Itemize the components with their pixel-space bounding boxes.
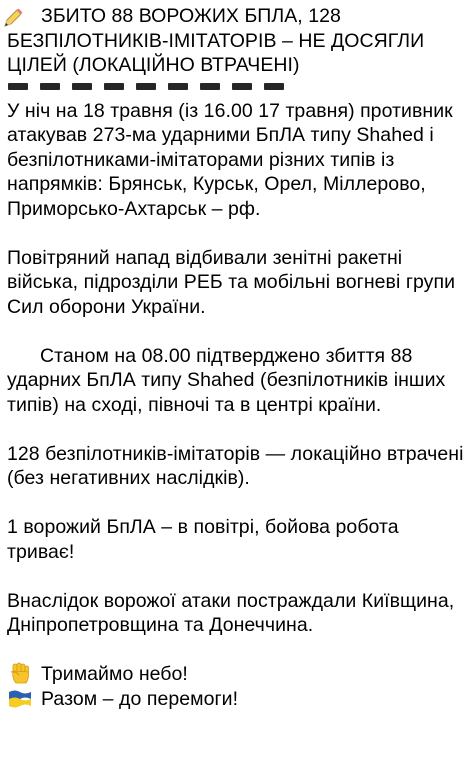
- paragraph-decoys-lost: 128 безпілотників-імітаторів — локаційно втрачені (без негативних наслідків).: [7, 442, 464, 489]
- paragraph-in-air: 1 ворожий БпЛА – в повітрі, бойова робота триває!: [7, 516, 399, 563]
- separator-dash: [168, 83, 188, 90]
- separator-dash: [40, 83, 60, 90]
- paragraph-affected-regions: Внаслідок ворожої атаки постраждали Київщина, Дніпропетровщина та Донеччина.: [7, 589, 455, 636]
- sign-off-text: Разом – до перемоги!: [41, 687, 239, 710]
- dash-separator: [7, 83, 465, 90]
- headline-text: ЗБИТО 88 ВОРОЖИХ БПЛА, 128 БЕЗПІЛОТНИКІВ-ІМІТАТОРІВ – НЕ ДОСЯГЛИ ЦІЛЕЙ (ЛОКАЦІЙНО ВТРАЧЕНІ): [7, 5, 425, 76]
- separator-dash: [72, 83, 92, 90]
- separator-dash: [200, 83, 220, 90]
- raised-fist-icon: [7, 662, 33, 686]
- sign-off-to-victory: [7, 687, 465, 712]
- paragraph-confirmed-kills-text: Станом на 08.00 підтверджено збиття 88 ударних БпЛА типу Shahed (безпілотників інших типів) на сході, півночі та в центрі країни.: [7, 344, 446, 416]
- separator-dash: [264, 83, 284, 90]
- paragraph-confirmed-kills: [7, 344, 465, 418]
- sign-off-text: Тримаймо небо!: [41, 663, 188, 685]
- separator-dash: [8, 83, 28, 90]
- separator-dash: [104, 83, 124, 90]
- paragraph-defense-forces: Повітряний напад відбивали зенітні ракетні війська, підрозділи РЕБ та мобільні вогневі групи Сил оборони України.: [7, 246, 456, 318]
- paragraph-attack-summary: У ніч на 18 травня (із 16.00 17 травня) противник атакував 273-ма ударними БпЛА типу Shahed і безпілотниками-імітаторами різних типів із напрямків: Брянськ, Курськ, Орел, Міллерово, Приморсько-Ахтарськ – рф.: [7, 99, 453, 220]
- ukraine-flag-icon: [7, 687, 33, 711]
- sign-off-hold-sky: [7, 662, 465, 687]
- separator-dash: [136, 83, 156, 90]
- separator-dash: [232, 83, 252, 90]
- post-headline: [7, 0, 465, 78]
